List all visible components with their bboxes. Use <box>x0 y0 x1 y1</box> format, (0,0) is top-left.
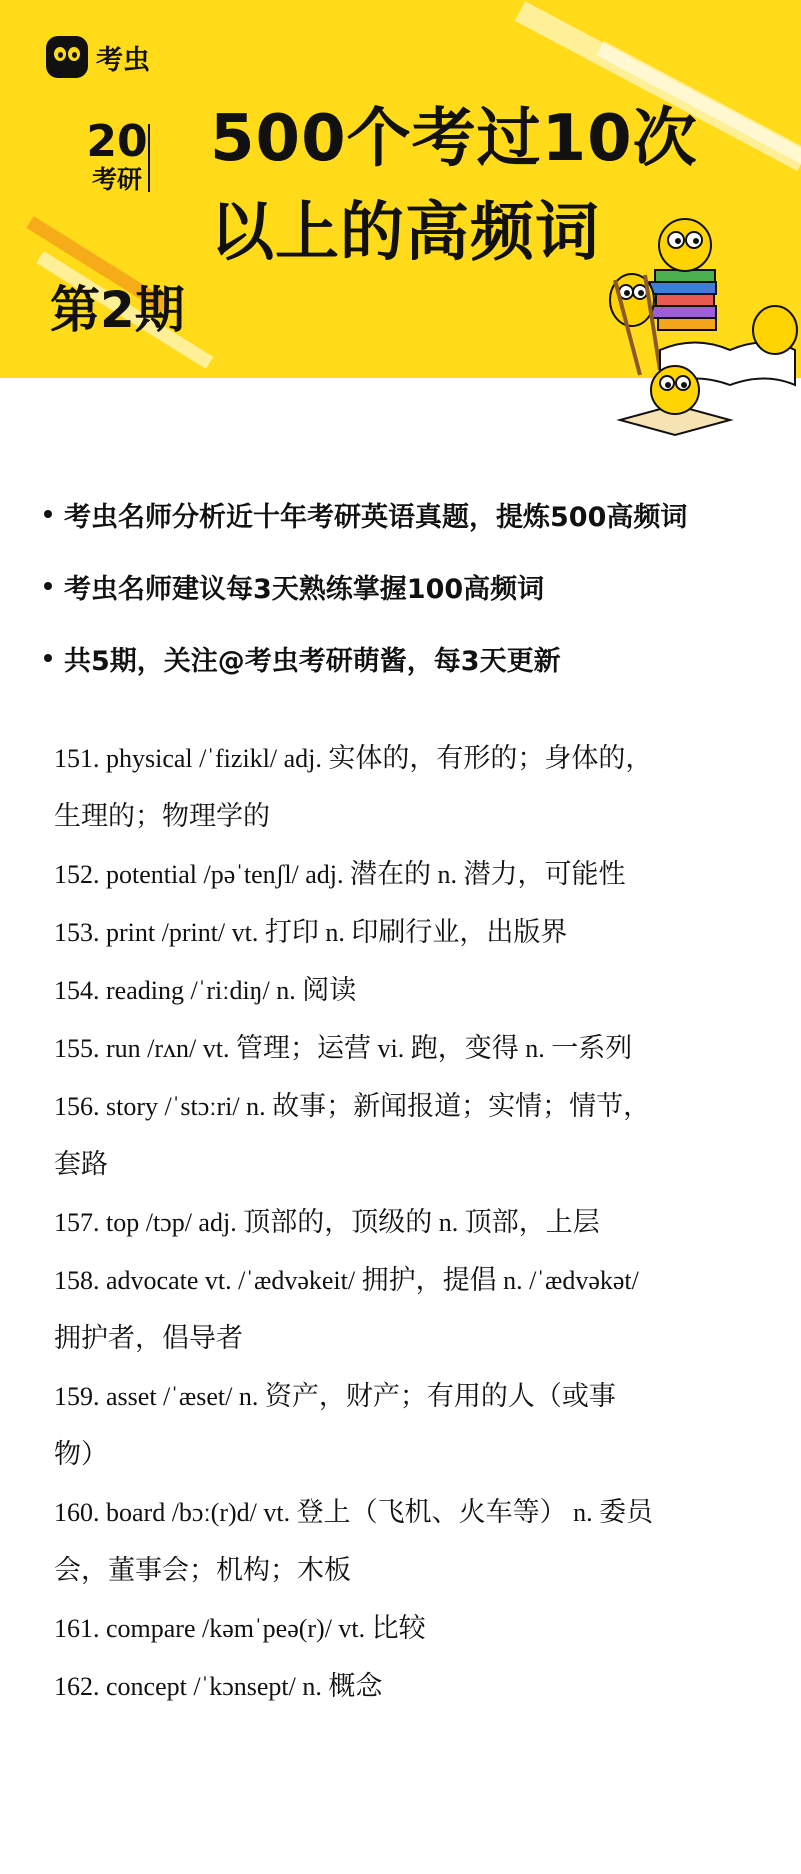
intro-bullet <box>44 550 774 622</box>
vocab-definition-segment: 生理的；物理学的 <box>54 801 270 832</box>
vocab-definition-segment: 一系列 <box>551 1033 633 1064</box>
vocab-definition-segment: 打印 <box>264 917 319 948</box>
vocab-line <box>54 1194 754 1252</box>
vocab-line <box>54 1020 754 1078</box>
vocab-definition-segment: 故事；新闻报道；实情；情节， <box>272 1091 651 1122</box>
vocab-line <box>54 962 754 1020</box>
vocab-line <box>54 1600 754 1658</box>
vocab-word-segment: n. <box>318 918 352 947</box>
vocab-line <box>54 1484 754 1542</box>
issue-number: 第2期 <box>50 281 185 339</box>
vocab-word-segment: 151. physical /ˈfizikl/ adj. <box>54 744 329 773</box>
vocab-word-segment: n. <box>431 860 464 889</box>
vocab-line <box>54 1078 754 1136</box>
vocab-line <box>54 788 754 846</box>
vocab-word-segment: 159. asset /ˈæset/ n. <box>54 1382 265 1411</box>
vocab-word-segment: n. /ˈædvəkət/ <box>496 1266 639 1295</box>
bullet-text: 考虫名师分析近十年考研英语真题，提炼500高频词 <box>64 501 688 533</box>
vocab-definition-segment: 会，董事会；机构；木板 <box>54 1555 351 1586</box>
bullet-dot-icon <box>44 582 52 590</box>
edition-label: 考研 <box>91 165 142 194</box>
vocab-word-segment: 157. top /tɔp/ adj. <box>54 1208 244 1237</box>
vocab-definition-segment: 拥护者，倡导者 <box>54 1323 243 1354</box>
bullet-dot-icon <box>44 654 52 662</box>
vocab-line <box>54 904 754 962</box>
vocab-word-segment: 160. board /bɔː(r)d/ vt. <box>54 1498 297 1527</box>
mascot-books-illustration <box>600 200 801 440</box>
edition-divider <box>148 124 150 192</box>
bullet-dot-icon <box>44 510 52 518</box>
vocab-definition-segment: 阅读 <box>302 975 357 1006</box>
intro-bullet <box>44 478 774 550</box>
vocab-word-segment: 156. story /ˈstɔːri/ n. <box>54 1092 273 1121</box>
title-line-2: 以上的高频词 <box>210 196 600 270</box>
vocab-definition-segment: 管理；运营 <box>236 1033 371 1064</box>
intro-bullet-list <box>44 478 774 694</box>
intro-bullet <box>44 622 774 694</box>
vocabulary-list <box>54 730 754 1716</box>
vocab-definition-segment: 套路 <box>54 1149 108 1180</box>
vocab-word-segment: 152. potential /pəˈtenʃl/ adj. <box>54 860 351 889</box>
vocab-definition-segment: 登上（飞机、火车等） <box>296 1497 567 1528</box>
brand-logo <box>46 36 150 78</box>
vocab-definition-segment: 比较 <box>371 1613 426 1644</box>
vocab-word-segment: 153. print /print/ vt. <box>54 918 265 947</box>
vocab-definition-segment: 委员 <box>599 1497 654 1528</box>
vocab-definition-segment: 跑，变得 <box>410 1033 519 1064</box>
vocab-word-segment: 161. compare /kəmˈpeə(r)/ vt. <box>54 1614 372 1643</box>
vocab-definition-segment: 顶部的，顶级的 <box>243 1207 433 1238</box>
vocab-definition-segment: 印刷行业，出版界 <box>351 917 568 948</box>
edition-year: 20 <box>86 116 148 167</box>
vocab-line <box>54 1136 754 1194</box>
edition-badge <box>78 116 156 196</box>
vocab-line <box>54 1658 754 1716</box>
vocab-word-segment: n. <box>566 1498 600 1527</box>
vocab-word-segment: 162. concept /ˈkɔnsept/ n. <box>54 1672 329 1701</box>
vocab-line <box>54 846 754 904</box>
vocab-word-segment: vi. <box>371 1034 411 1063</box>
vocab-definition-segment: 概念 <box>328 1671 383 1702</box>
vocab-line <box>54 1368 754 1426</box>
vocab-definition-segment: 顶部，上层 <box>464 1207 600 1238</box>
vocab-line <box>54 1426 754 1484</box>
vocab-definition-segment: 潜力，可能性 <box>463 859 626 890</box>
bullet-text: 共5期，关注@考虫考研萌酱，每3天更新 <box>64 645 561 677</box>
vocab-word-segment: n. <box>432 1208 465 1237</box>
vocab-word-segment: 154. reading /ˈriːdiŋ/ n. <box>54 976 303 1005</box>
vocab-word-segment: 158. advocate vt. /ˈædvəkeit/ <box>54 1266 362 1295</box>
vocab-definition-segment: 拥护，提倡 <box>361 1265 497 1296</box>
vocab-word-segment: n. <box>518 1034 552 1063</box>
vocab-definition-segment: 物） <box>54 1439 108 1470</box>
bullet-text: 考虫名师建议每3天熟练掌握100高频词 <box>64 573 545 605</box>
vocab-line <box>54 1252 754 1310</box>
title-line-1: 500个考过10次 <box>210 102 698 176</box>
vocab-definition-segment: 实体的，有形的；身体的， <box>328 743 653 774</box>
vocab-line <box>54 1542 754 1600</box>
logo-text: 考虫 <box>96 44 150 76</box>
vocab-word-segment: 155. run /rʌn/ vt. <box>54 1034 236 1063</box>
vocab-line <box>54 730 754 788</box>
vocab-line <box>54 1310 754 1368</box>
vocab-definition-segment: 潜在的 <box>350 859 432 890</box>
vocab-definition-segment: 资产，财产；有用的人（或事 <box>264 1381 616 1412</box>
bug-logo-icon <box>46 36 88 78</box>
